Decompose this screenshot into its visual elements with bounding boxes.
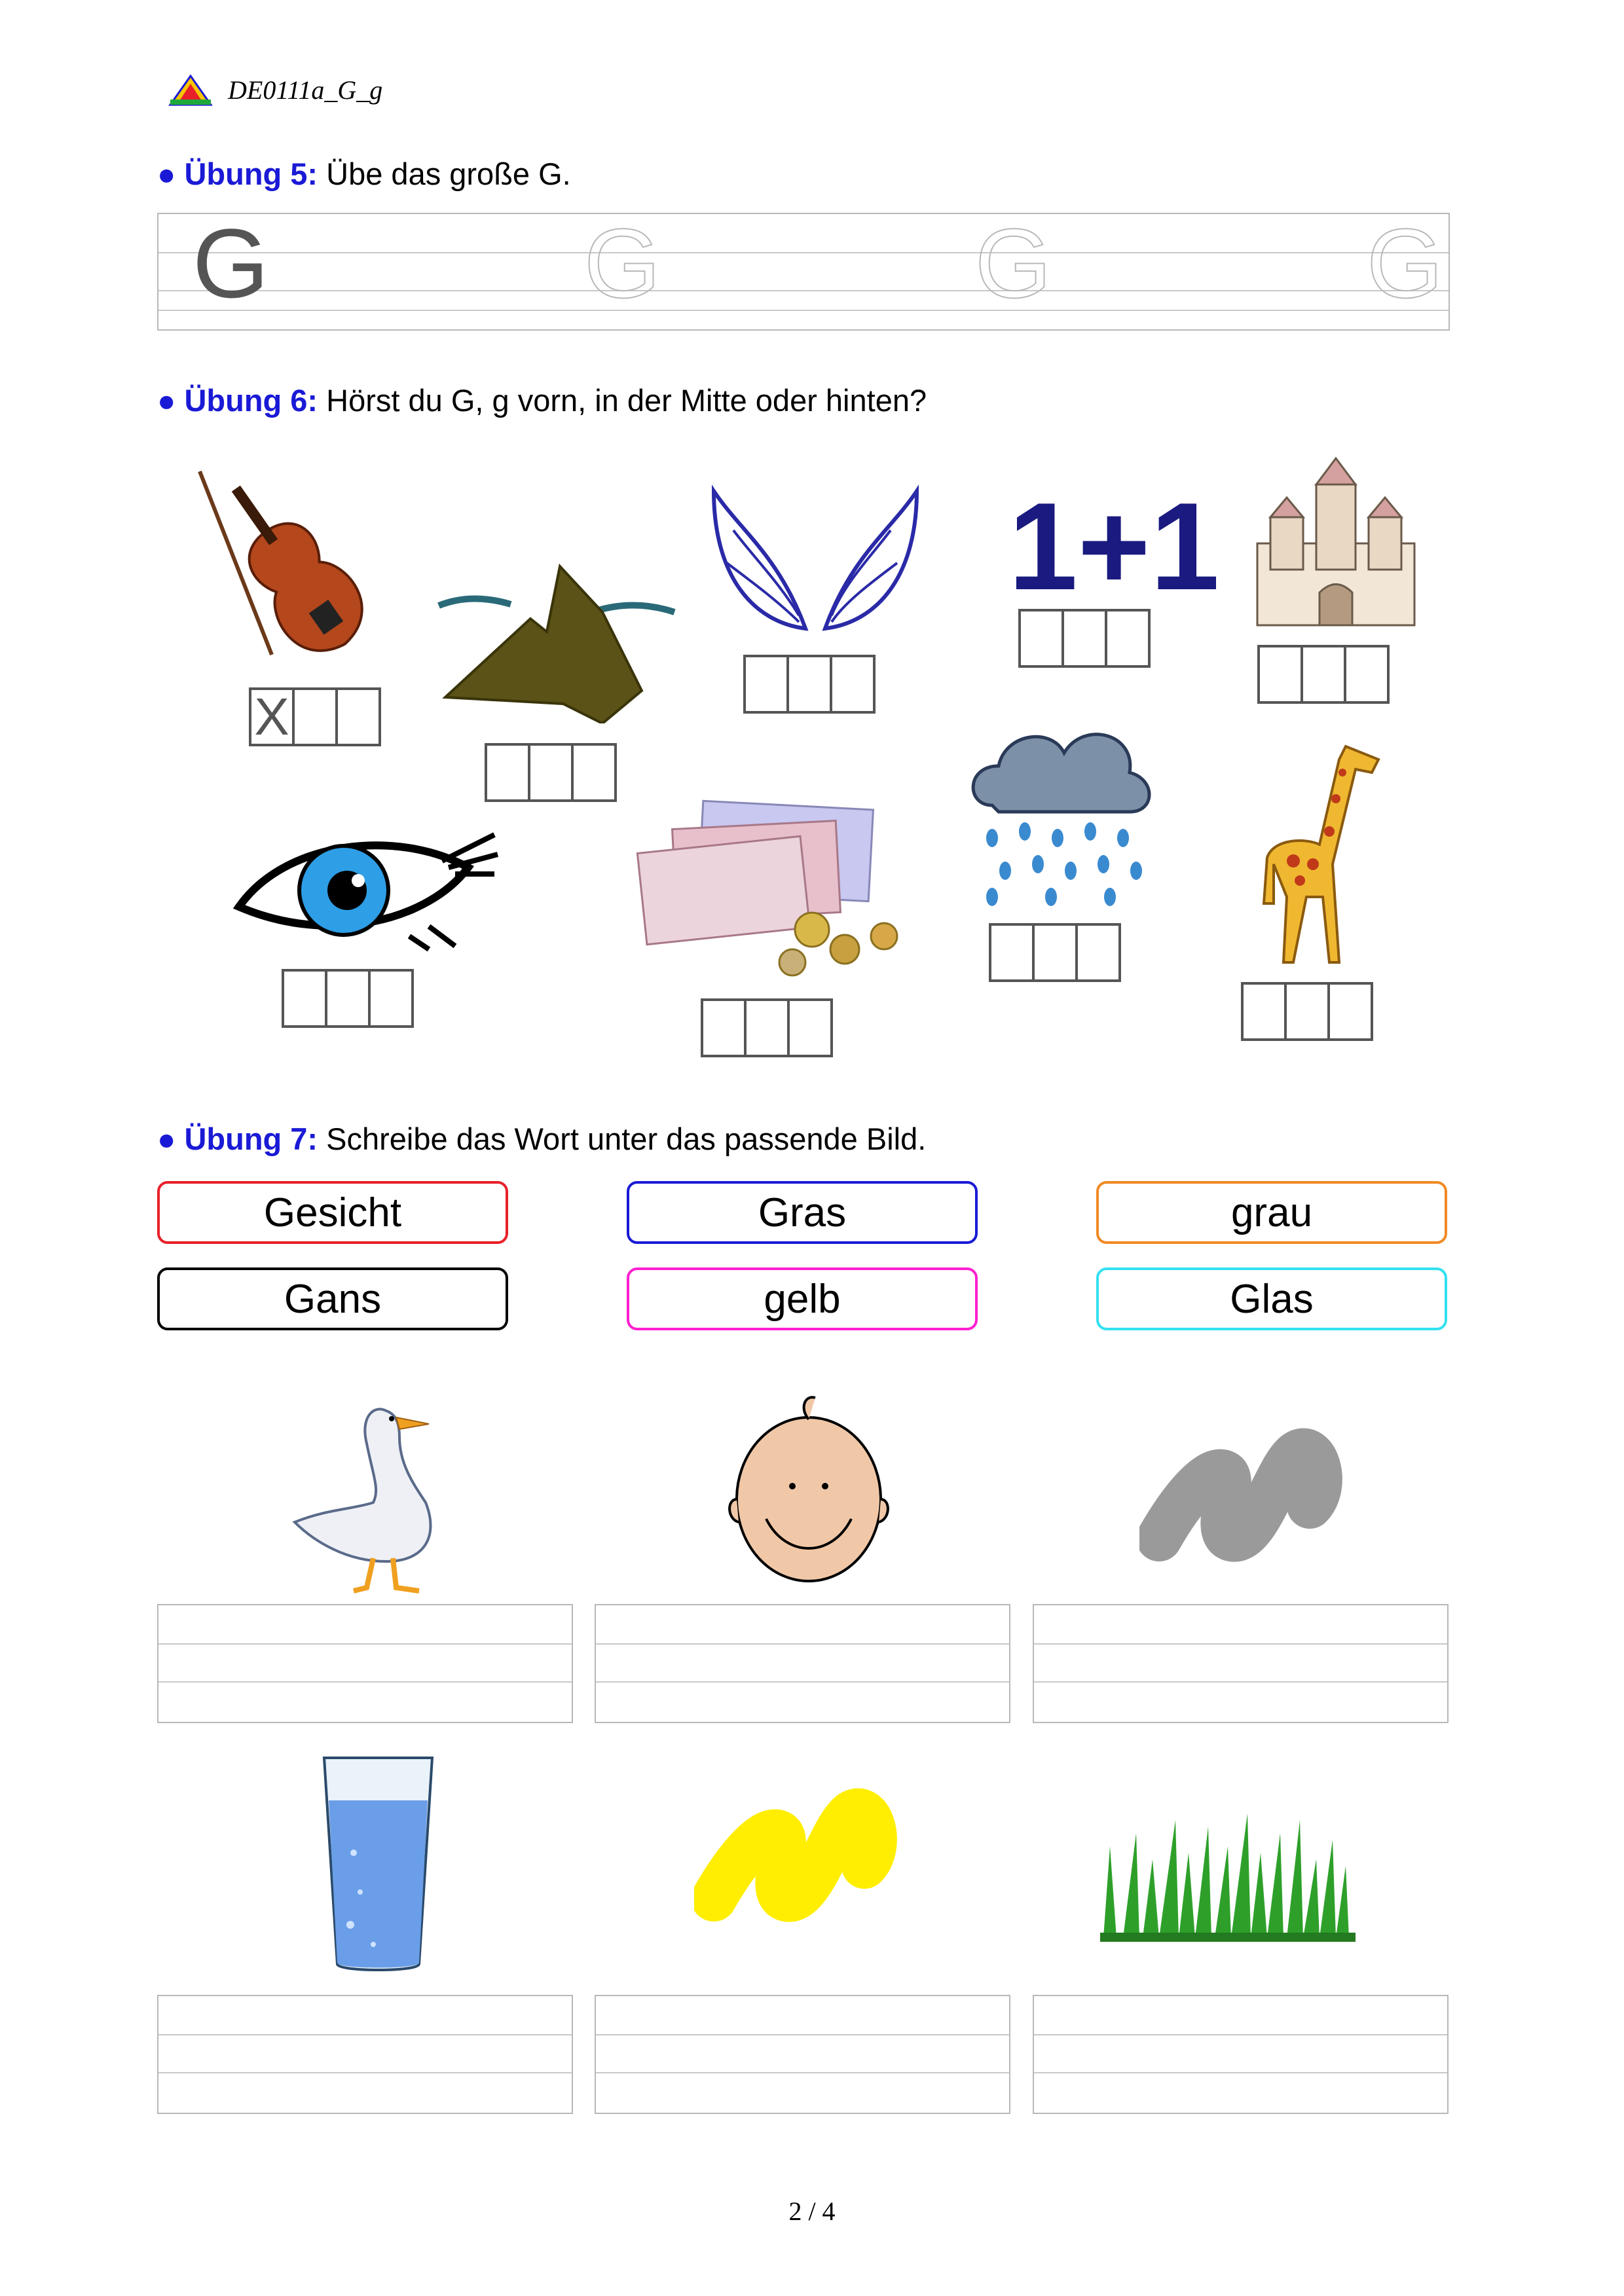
sound-box-end[interactable]: [787, 998, 833, 1057]
sound-box-end[interactable]: [335, 687, 381, 746]
sound-boxes-mountain[interactable]: [485, 743, 617, 802]
sound-box-middle[interactable]: [528, 743, 574, 802]
sound-box-middle[interactable]: [292, 687, 338, 746]
sound-boxes-money[interactable]: [701, 998, 833, 1057]
sound-boxes-castle[interactable]: [1257, 645, 1390, 704]
answer-lines-glass[interactable]: [157, 1995, 573, 2114]
exercise-5-label: Übung 5:: [184, 156, 318, 191]
letter-g-trace: G: [584, 208, 661, 318]
letter-g-trace: G: [1367, 208, 1443, 318]
page-number: 2 / 4: [788, 2196, 836, 2226]
sound-boxes-sum[interactable]: [1018, 609, 1151, 668]
exercise-6-label: Übung 6:: [184, 383, 318, 418]
word-card-grau[interactable]: grau: [1096, 1181, 1447, 1244]
sound-box-end[interactable]: [1344, 645, 1390, 704]
yellow-scribble-icon: [694, 1774, 897, 1931]
sound-box-start[interactable]: [1257, 645, 1303, 704]
letter-g-model: G: [193, 208, 269, 318]
word-card-gans[interactable]: Gans: [157, 1267, 508, 1330]
wings-icon: [701, 478, 930, 642]
sound-box-middle[interactable]: [1301, 645, 1346, 704]
answer-lines-face[interactable]: [595, 1604, 1010, 1723]
sound-box-start[interactable]: [701, 998, 747, 1057]
sound-box-start[interactable]: [485, 743, 530, 802]
sound-box-end[interactable]: [1327, 982, 1373, 1041]
sound-box-start[interactable]: [989, 923, 1035, 982]
goose-icon: [288, 1391, 471, 1594]
money-icon: [635, 799, 904, 982]
word-card-gras[interactable]: Gras: [627, 1181, 978, 1244]
sound-box-end[interactable]: [368, 969, 414, 1028]
word-card-gelb[interactable]: gelb: [627, 1267, 978, 1330]
letter-g-trace: G: [975, 208, 1052, 318]
exercise-7-instruction: Schreibe das Wort unter das passende Bild.: [326, 1121, 927, 1156]
answer-lines-goose[interactable]: [157, 1604, 573, 1723]
mountain-icon: [432, 560, 681, 723]
sound-box-end[interactable]: [571, 743, 617, 802]
bullet-icon: ●: [157, 156, 176, 191]
sound-box-middle[interactable]: [744, 998, 790, 1057]
word-card-glas[interactable]: Glas: [1096, 1267, 1447, 1330]
exercise-6-title: [157, 382, 927, 418]
sound-box-middle[interactable]: [1284, 982, 1330, 1041]
sound-boxes-violin[interactable]: [249, 687, 381, 746]
giraffe-icon: [1247, 733, 1398, 969]
exercise-6-instruction: Hörst du G, g vorn, in der Mitte oder hinten?: [326, 383, 927, 418]
grass-icon: [1090, 1807, 1359, 1944]
sound-box-middle[interactable]: [325, 969, 371, 1028]
sound-box-middle[interactable]: [1061, 609, 1107, 668]
sound-box-end[interactable]: [830, 655, 876, 714]
exercise-7-label: Übung 7:: [184, 1121, 318, 1156]
sound-box-start[interactable]: [1241, 982, 1287, 1041]
sound-box-end[interactable]: [1105, 609, 1151, 668]
sound-boxes-giraffe[interactable]: [1241, 982, 1373, 1041]
rain-cloud-icon: [966, 714, 1156, 910]
grey-scribble-icon: [1139, 1414, 1342, 1571]
castle-icon: [1244, 452, 1428, 629]
exercise-5-instruction: Übe das große G.: [326, 156, 571, 191]
sound-boxes-wings[interactable]: [743, 655, 876, 714]
sound-boxes-rain-cloud[interactable]: [989, 923, 1121, 982]
logo-icon: [168, 73, 213, 107]
face-icon: [727, 1388, 891, 1591]
word-card-gesicht[interactable]: Gesicht: [157, 1181, 508, 1244]
sound-box-end[interactable]: [1075, 923, 1121, 982]
answer-lines-yellow[interactable]: [595, 1995, 1010, 2114]
answer-lines-grass[interactable]: [1033, 1995, 1449, 2114]
sound-box-middle[interactable]: [786, 655, 832, 714]
sound-box-start[interactable]: [282, 969, 327, 1028]
sound-box-start[interactable]: X: [249, 687, 295, 746]
writing-lines-g[interactable]: [157, 208, 1450, 331]
sound-box-middle[interactable]: [1032, 923, 1078, 982]
sound-box-start[interactable]: [743, 655, 789, 714]
sound-box-start[interactable]: [1018, 609, 1064, 668]
one-plus-one-icon: 1+1: [1008, 477, 1220, 616]
answer-lines-grey[interactable]: [1033, 1604, 1449, 1723]
violin-icon: [187, 458, 403, 674]
sound-boxes-eye[interactable]: [282, 969, 414, 1028]
exercise-5-title: [157, 156, 571, 192]
exercise-7-title: [157, 1121, 926, 1157]
glass-icon: [321, 1755, 435, 1974]
eye-icon: [232, 822, 501, 953]
document-id: DE0111a_G_g: [228, 75, 383, 105]
bullet-icon: ●: [157, 383, 176, 418]
bullet-icon: ●: [157, 1121, 176, 1156]
